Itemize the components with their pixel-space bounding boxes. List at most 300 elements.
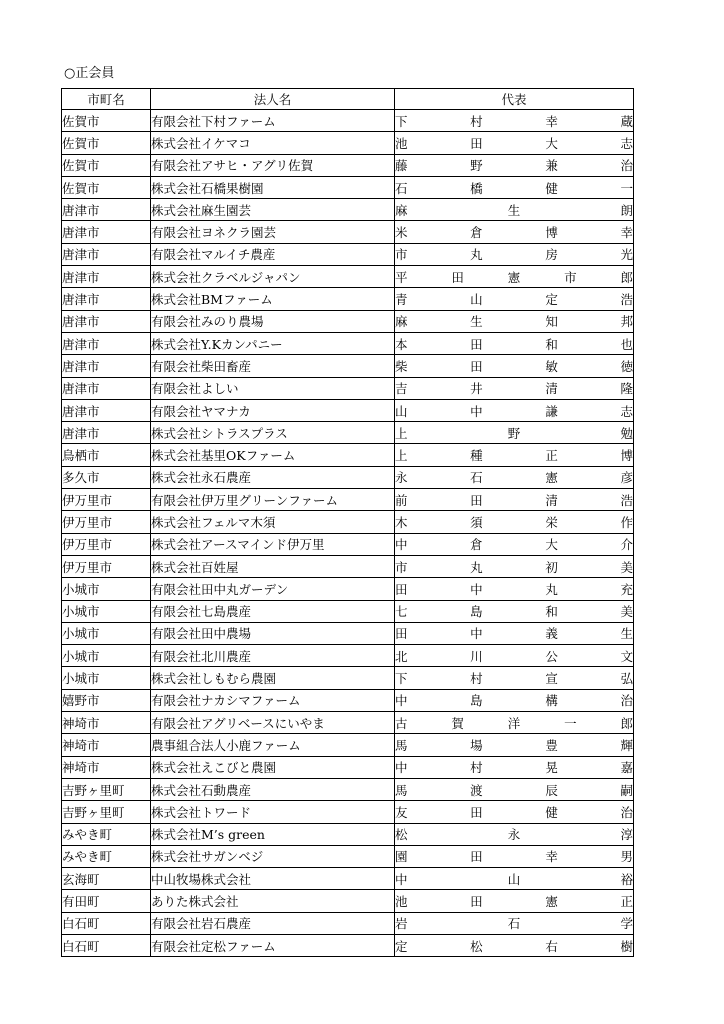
- representative-cell: [395, 845, 634, 867]
- representative-cell: [395, 154, 634, 176]
- representative-name: [395, 691, 633, 709]
- representative-name-char: 馬: [395, 737, 408, 753]
- representative-name-char: 倉: [470, 225, 483, 241]
- representative-cell: [395, 778, 634, 800]
- representative-name-char: 清: [545, 381, 558, 397]
- corporation-cell: 有限会社田中丸ガーデン: [151, 578, 395, 600]
- representative-name-char: 大: [545, 537, 558, 553]
- representative-name-char: 志: [620, 135, 633, 151]
- city-cell: 唐津市: [62, 288, 151, 310]
- representative-name-char: 岩: [395, 916, 408, 932]
- representative-name-char: 定: [395, 938, 408, 954]
- representative-name-char: 大: [545, 135, 558, 151]
- table-row: [62, 533, 634, 555]
- city-cell: 唐津市: [62, 399, 151, 421]
- representative-name-char: 山: [507, 871, 521, 887]
- representative-cell: [395, 645, 634, 667]
- corporation-cell: 株式会社石動農産: [151, 778, 395, 800]
- representative-name-char: 田: [470, 358, 483, 374]
- representative-name-char: 松: [470, 938, 483, 954]
- representative-name-char: 池: [395, 894, 408, 910]
- representative-name: [395, 535, 633, 553]
- representative-name-char: 池: [395, 135, 408, 151]
- representative-name-char: 弘: [620, 671, 633, 687]
- representative-cell: [395, 823, 634, 845]
- city-cell: 鳥栖市: [62, 444, 151, 466]
- representative-cell: [395, 511, 634, 533]
- representative-name-char: 生: [507, 202, 521, 218]
- city-cell: 小城市: [62, 667, 151, 689]
- table-row: [62, 555, 634, 577]
- representative-name-char: 一: [620, 180, 633, 196]
- corporation-cell: 株式会社イケマコ: [151, 132, 395, 154]
- representative-name-char: 健: [545, 804, 558, 820]
- representative-name-char: 古: [395, 715, 408, 731]
- representative-name-char: 邦: [620, 314, 633, 330]
- representative-name-char: 文: [620, 648, 633, 664]
- corporation-cell: 有限会社みのり農場: [151, 310, 395, 332]
- city-cell: 唐津市: [62, 243, 151, 265]
- representative-name-char: 博: [620, 448, 633, 464]
- table-row: [62, 912, 634, 934]
- representative-name-char: 徳: [620, 358, 633, 374]
- representative-name-char: 永: [395, 470, 408, 486]
- corporation-cell: 株式会社麻生園芸: [151, 199, 395, 221]
- representative-name: [395, 736, 633, 754]
- representative-name-char: 憲: [507, 269, 521, 285]
- city-cell: 伊万里市: [62, 511, 151, 533]
- representative-name-char: 馬: [395, 782, 408, 798]
- representative-name-char: 藤: [395, 158, 408, 174]
- representative-name-char: 島: [470, 604, 483, 620]
- representative-name: [395, 580, 633, 598]
- city-cell: 吉野ヶ里町: [62, 801, 151, 823]
- representative-name-char: 博: [545, 225, 558, 241]
- table-row: [62, 756, 634, 778]
- representative-name: [395, 870, 633, 888]
- corporation-cell: 株式会社トワード: [151, 801, 395, 823]
- representative-name-char: 中: [470, 581, 483, 597]
- representative-cell: [395, 489, 634, 511]
- representative-name-char: 吉: [395, 381, 408, 397]
- representative-name-char: 幸: [545, 113, 558, 129]
- section-title: ○正会員: [64, 66, 115, 81]
- representative-name-char: 石: [395, 180, 408, 196]
- representative-name-char: 生: [470, 314, 483, 330]
- representative-name-char: 勉: [620, 425, 633, 441]
- representative-name-char: 公: [545, 648, 558, 664]
- corporation-cell: 株式会社しもむら農園: [151, 667, 395, 689]
- corporation-cell: 有限会社アグリベースにいやま: [151, 712, 395, 734]
- representative-name-char: 樹: [620, 938, 633, 954]
- city-cell: 伊万里市: [62, 555, 151, 577]
- representative-name-char: 青: [395, 292, 408, 308]
- table-row: [62, 288, 634, 310]
- city-cell: 唐津市: [62, 377, 151, 399]
- city-cell: 小城市: [62, 622, 151, 644]
- representative-name: [395, 647, 633, 665]
- representative-cell: [395, 422, 634, 444]
- representative-name-char: 学: [620, 916, 633, 932]
- representative-name: [395, 379, 633, 397]
- city-cell: 神埼市: [62, 756, 151, 778]
- representative-name: [395, 937, 633, 955]
- representative-name-char: 男: [620, 849, 633, 865]
- representative-name: [395, 714, 633, 732]
- table-row: [62, 890, 634, 912]
- city-cell: 唐津市: [62, 199, 151, 221]
- representative-name-char: 上: [395, 448, 408, 464]
- representative-name-char: 下: [395, 113, 408, 129]
- representative-name-char: 和: [545, 336, 558, 352]
- representative-name-char: 永: [507, 827, 521, 843]
- representative-name-char: 治: [620, 693, 633, 709]
- city-cell: 佐賀市: [62, 176, 151, 198]
- representative-name-char: 麻: [395, 202, 408, 218]
- city-cell: 小城市: [62, 645, 151, 667]
- representative-name-char: 田: [470, 849, 483, 865]
- city-cell: みやき町: [62, 845, 151, 867]
- representative-name-char: 前: [395, 492, 408, 508]
- table-row: [62, 199, 634, 221]
- representative-name-char: 北: [395, 648, 408, 664]
- corporation-cell: 有限会社定松ファーム: [151, 934, 395, 956]
- table-row: [62, 355, 634, 377]
- city-cell: 小城市: [62, 600, 151, 622]
- representative-name-char: 美: [620, 559, 633, 575]
- representative-name: [395, 758, 633, 776]
- corporation-cell: 株式会社サガンベジ: [151, 845, 395, 867]
- table-header-row: [62, 89, 634, 110]
- representative-name-char: 兼: [545, 158, 558, 174]
- representative-name-char: 介: [620, 537, 633, 553]
- representative-name-char: 中: [395, 693, 408, 709]
- representative-name-char: 田: [470, 336, 483, 352]
- representative-name: [395, 624, 633, 642]
- representative-name-char: 丸: [545, 581, 558, 597]
- members-table: [61, 88, 634, 957]
- representative-name-char: 井: [470, 381, 483, 397]
- representative-name: [395, 491, 633, 509]
- corporation-cell: 有限会社岩石農産: [151, 912, 395, 934]
- representative-name: [395, 201, 633, 219]
- representative-name-char: 清: [545, 492, 558, 508]
- representative-name-char: 柴: [395, 358, 408, 374]
- representative-name-char: 志: [620, 403, 633, 419]
- representative-name: [395, 825, 633, 843]
- representative-name-char: 石: [507, 916, 521, 932]
- representative-name: [395, 357, 633, 375]
- representative-name: [395, 290, 633, 308]
- corporation-cell: 株式会社M’s green: [151, 823, 395, 845]
- city-cell: 唐津市: [62, 355, 151, 377]
- representative-name-char: 種: [470, 448, 483, 464]
- city-cell: 佐賀市: [62, 110, 151, 132]
- representative-name-char: 友: [395, 804, 408, 820]
- representative-cell: [395, 243, 634, 265]
- representative-name-char: 石: [470, 470, 483, 486]
- table-row: [62, 511, 634, 533]
- representative-name-char: 山: [395, 403, 408, 419]
- representative-name: [395, 892, 633, 910]
- representative-name-char: 幸: [620, 225, 633, 241]
- representative-name-char: 中: [470, 403, 483, 419]
- representative-cell: [395, 890, 634, 912]
- representative-name-char: 木: [395, 514, 408, 530]
- table-row: [62, 422, 634, 444]
- city-cell: 玄海町: [62, 868, 151, 890]
- table-row: [62, 489, 634, 511]
- corporation-cell: 有限会社田中農場: [151, 622, 395, 644]
- corporation-cell: 有限会社伊万里グリーンファーム: [151, 489, 395, 511]
- representative-name-char: 倉: [470, 537, 483, 553]
- representative-name-char: 市: [395, 559, 408, 575]
- table-row: [62, 823, 634, 845]
- city-cell: 伊万里市: [62, 533, 151, 555]
- representative-name-char: 光: [620, 247, 633, 263]
- representative-cell: [395, 934, 634, 956]
- representative-name-char: 作: [620, 514, 633, 530]
- representative-name-char: 裕: [620, 871, 633, 887]
- table-row: [62, 310, 634, 332]
- city-cell: 唐津市: [62, 266, 151, 288]
- corporation-cell: 有限会社七島農産: [151, 600, 395, 622]
- representative-cell: [395, 355, 634, 377]
- corporation-cell: 農事組合法人小鹿ファーム: [151, 734, 395, 756]
- representative-cell: [395, 578, 634, 600]
- header-city: 市町名: [62, 89, 151, 110]
- corporation-cell: 中山牧場株式会社: [151, 868, 395, 890]
- representative-name-char: 中: [395, 871, 408, 887]
- representative-name-char: 麻: [395, 314, 408, 330]
- corporation-cell: 株式会社えこびと農園: [151, 756, 395, 778]
- representative-name-char: 豊: [545, 737, 558, 753]
- representative-name-char: 田: [470, 894, 483, 910]
- table-row: [62, 712, 634, 734]
- representative-name: [395, 268, 633, 286]
- representative-name: [395, 402, 633, 420]
- representative-cell: [395, 199, 634, 221]
- city-cell: 白石町: [62, 912, 151, 934]
- representative-name-char: 上: [395, 425, 408, 441]
- table-row: [62, 689, 634, 711]
- representative-name: [395, 602, 633, 620]
- representative-name: [395, 112, 633, 130]
- representative-name-char: 丸: [470, 247, 483, 263]
- corporation-cell: 有限会社ヨネクラ園芸: [151, 221, 395, 243]
- representative-name-char: 田: [395, 581, 408, 597]
- representative-name-char: 平: [395, 269, 408, 285]
- table-row: [62, 667, 634, 689]
- representative-name-char: 山: [470, 292, 483, 308]
- representative-name-char: 村: [470, 113, 483, 129]
- representative-cell: [395, 622, 634, 644]
- city-cell: 唐津市: [62, 221, 151, 243]
- corporation-cell: 株式会社基里OKファーム: [151, 444, 395, 466]
- corporation-cell: 株式会社Y.Kカンパニー: [151, 332, 395, 354]
- corporation-cell: 株式会社シトラスプラス: [151, 422, 395, 444]
- representative-name-char: 房: [545, 247, 558, 263]
- representative-cell: [395, 176, 634, 198]
- corporation-cell: 株式会社BMファーム: [151, 288, 395, 310]
- table-row: [62, 845, 634, 867]
- representative-name-char: 田: [470, 135, 483, 151]
- table-row: [62, 110, 634, 132]
- representative-cell: [395, 533, 634, 555]
- table-row: [62, 622, 634, 644]
- representative-cell: [395, 756, 634, 778]
- representative-name-char: 園: [395, 849, 408, 865]
- city-cell: 伊万里市: [62, 489, 151, 511]
- representative-name-char: 村: [470, 671, 483, 687]
- representative-name: [395, 179, 633, 197]
- representative-name-char: 本: [395, 336, 408, 352]
- representative-name: [395, 847, 633, 865]
- representative-name: [395, 312, 633, 330]
- representative-name-char: 市: [395, 247, 408, 263]
- representative-cell: [395, 555, 634, 577]
- table-row: [62, 332, 634, 354]
- representative-name-char: 栄: [545, 514, 558, 530]
- representative-name-char: 知: [545, 314, 558, 330]
- city-cell: 神埼市: [62, 734, 151, 756]
- representative-name-char: 淳: [620, 827, 633, 843]
- city-cell: 嬉野市: [62, 689, 151, 711]
- representative-cell: [395, 689, 634, 711]
- table-row: [62, 377, 634, 399]
- header-representative: 代表: [395, 89, 634, 110]
- representative-cell: [395, 399, 634, 421]
- representative-name-char: 須: [470, 514, 483, 530]
- table-row: [62, 176, 634, 198]
- city-cell: 唐津市: [62, 422, 151, 444]
- table-row: [62, 868, 634, 890]
- representative-name-char: 構: [545, 693, 558, 709]
- representative-name: [395, 781, 633, 799]
- city-cell: 佐賀市: [62, 154, 151, 176]
- representative-name: [395, 513, 633, 531]
- city-cell: 有田町: [62, 890, 151, 912]
- representative-name-char: 浩: [620, 492, 633, 508]
- representative-name-char: 田: [395, 626, 408, 642]
- table-row: [62, 600, 634, 622]
- header-corporation: 法人名: [151, 89, 395, 110]
- representative-name-char: 幸: [545, 849, 558, 865]
- representative-name-char: 晃: [545, 760, 558, 776]
- representative-name-char: 初: [545, 559, 558, 575]
- table-row: [62, 466, 634, 488]
- representative-name: [395, 223, 633, 241]
- representative-name-char: 彦: [620, 470, 633, 486]
- city-cell: 小城市: [62, 578, 151, 600]
- representative-name: [395, 446, 633, 464]
- representative-name: [395, 245, 633, 263]
- representative-cell: [395, 912, 634, 934]
- representative-name-char: 七: [395, 604, 408, 620]
- representative-cell: [395, 288, 634, 310]
- representative-name-char: 中: [470, 626, 483, 642]
- representative-name: [395, 468, 633, 486]
- corporation-cell: 有限会社よしい: [151, 377, 395, 399]
- table-row: [62, 734, 634, 756]
- representative-name-char: 嘉: [620, 760, 633, 776]
- representative-cell: [395, 868, 634, 890]
- representative-name-char: 郎: [620, 715, 633, 731]
- representative-cell: [395, 667, 634, 689]
- corporation-cell: 有限会社ヤマナカ: [151, 399, 395, 421]
- corporation-cell: 有限会社北川農産: [151, 645, 395, 667]
- corporation-cell: 有限会社柴田畜産: [151, 355, 395, 377]
- representative-cell: [395, 132, 634, 154]
- city-cell: 白石町: [62, 934, 151, 956]
- table-row: [62, 778, 634, 800]
- city-cell: 多久市: [62, 466, 151, 488]
- corporation-cell: 有限会社マルイチ農産: [151, 243, 395, 265]
- representative-name-char: 渡: [470, 782, 483, 798]
- representative-cell: [395, 734, 634, 756]
- corporation-cell: 有限会社ナカシマファーム: [151, 689, 395, 711]
- table-row: [62, 243, 634, 265]
- city-cell: 唐津市: [62, 332, 151, 354]
- representative-name-char: 謙: [545, 403, 558, 419]
- representative-name-char: 中: [395, 760, 408, 776]
- corporation-cell: 株式会社クラベルジャパン: [151, 266, 395, 288]
- representative-name: [395, 335, 633, 353]
- table-row: [62, 221, 634, 243]
- representative-name-char: 美: [620, 604, 633, 620]
- representative-cell: [395, 466, 634, 488]
- representative-name-char: 也: [620, 336, 633, 352]
- representative-name-char: 野: [507, 425, 521, 441]
- representative-name-char: 右: [545, 938, 558, 954]
- representative-name-char: 賀: [451, 715, 464, 731]
- representative-name-char: 田: [470, 492, 483, 508]
- representative-cell: [395, 712, 634, 734]
- representative-cell: [395, 310, 634, 332]
- representative-name: [395, 558, 633, 576]
- representative-name-char: 定: [545, 292, 558, 308]
- representative-name-char: 宣: [545, 671, 558, 687]
- city-cell: 神埼市: [62, 712, 151, 734]
- representative-name-char: 蔵: [620, 113, 633, 129]
- corporation-cell: 株式会社石橋果樹園: [151, 176, 395, 198]
- representative-name-char: 生: [620, 626, 633, 642]
- representative-name-char: 充: [620, 581, 633, 597]
- corporation-cell: 株式会社永石農産: [151, 466, 395, 488]
- corporation-cell: 有限会社アサヒ・アグリ佐賀: [151, 154, 395, 176]
- representative-name-char: 敏: [545, 358, 558, 374]
- representative-name-char: 島: [470, 693, 483, 709]
- representative-name-char: 場: [470, 737, 483, 753]
- representative-name-char: 健: [545, 180, 558, 196]
- corporation-cell: ありた株式会社: [151, 890, 395, 912]
- representative-name-char: 野: [470, 158, 483, 174]
- representative-name: [395, 134, 633, 152]
- table-body: [62, 110, 634, 957]
- representative-cell: [395, 444, 634, 466]
- representative-name-char: 浩: [620, 292, 633, 308]
- table-row: [62, 266, 634, 288]
- representative-name-char: 米: [395, 225, 408, 241]
- representative-name-char: 村: [470, 760, 483, 776]
- representative-name-char: 田: [470, 804, 483, 820]
- representative-name-char: 辰: [545, 782, 558, 798]
- corporation-cell: 株式会社フェルマ木須: [151, 511, 395, 533]
- city-cell: みやき町: [62, 823, 151, 845]
- corporation-cell: 株式会社百姓屋: [151, 555, 395, 577]
- representative-name-char: 治: [620, 158, 633, 174]
- representative-name-char: 朗: [620, 202, 633, 218]
